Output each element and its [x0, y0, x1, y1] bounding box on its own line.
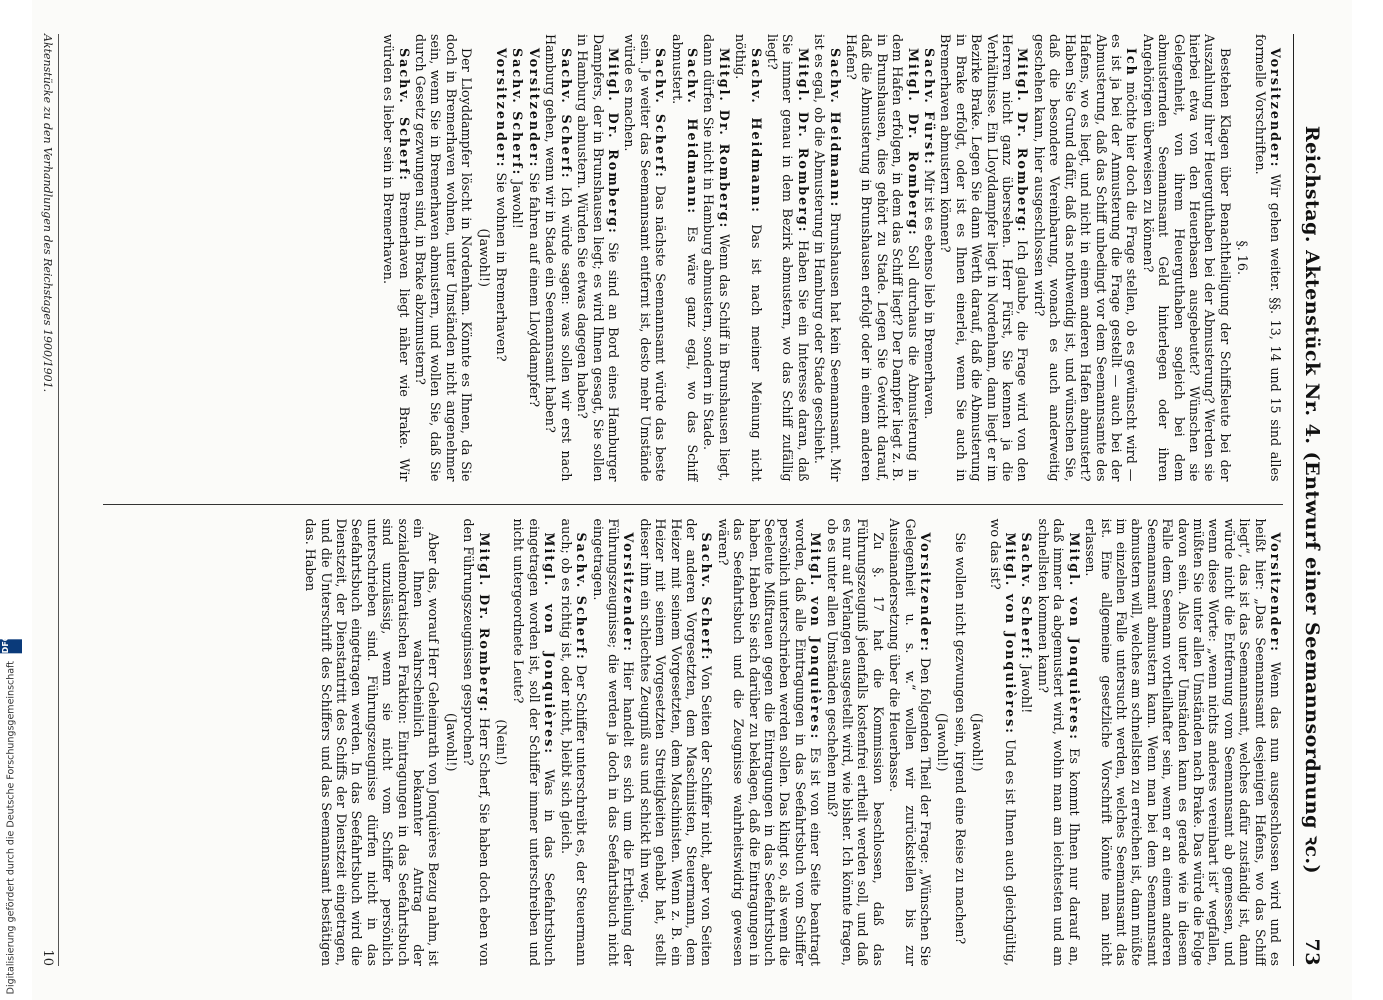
paragraph-text: Aber das, worauf Herr Geheimrath von Jonquières Bezug nahm, ist ein Ihnen wahrscheinlich bekannter Antrag der sozialdemokratischen Fraktion: Eintragungen in das Seefahrtsbuch sind unzulässig, wenn sie nicht vom Schiffer persönlich unterschrieben sind. Führungszeugnisse dürfen nicht in das Seefahrtsbuch eingetragen werden. In das Seefahrtsbuch wird die Dienstzeit, der Dienstantritt des Schiffs der Dienstzeit eingetragen, und die Unterschrift des Schiffers und das Seemannsamt bestätigen das. Haben	[302, 518, 441, 966]
paragraph	[590, 519, 636, 967]
page-title: Reichstag. Aktenstück Nr. 4. (Entwurf einer Seemannsordnung ꝛc.)	[1300, 125, 1323, 875]
paragraph-text: Brunshausen hat kein Seemannsamt. Mir ist es egal, ob die Abmusterung in Hamburg oder Stade geschieht.	[811, 34, 843, 482]
speaker-name: Mitgl. von Jonquières:	[807, 532, 823, 741]
paragraph	[511, 519, 557, 967]
speaker-name: Ich	[1123, 48, 1139, 77]
speaker-name: Mitgl. von Jonquières:	[1066, 532, 1082, 741]
paragraph	[824, 519, 886, 967]
paragraph-text: Wenn das Schiff in Brunshausen liegt, dann dürfen Sie nicht in Hamburg abmustern, sondern in Stade.	[700, 34, 732, 482]
paragraph	[921, 34, 936, 482]
paragraph-text: Hier handelt es sich um die Ertheilung der Führungszeugnisse; die werden ja doch in das Seefahrtsbuch nicht eingetragen.	[590, 518, 636, 966]
paragraph-text: Der Lloyddampfer löscht in Nordenham. Könnte es Ihnen, da Sie doch in Bremerhaven wohnen, unter Umständen nicht angenehmer sein, wenn Sie in Bremerhaven abmustern, und wollen Sie, daß Sie durch Gesetz gezwungen sind, in Brake abzumustern?	[412, 34, 474, 482]
page-number: 73	[1300, 938, 1323, 966]
paragraph	[1019, 519, 1034, 967]
paragraph	[811, 34, 842, 482]
paragraph-text: Es wäre ganz egal, wo das Schiff abmustert.	[669, 34, 700, 482]
paragraph	[1035, 519, 1081, 967]
speaker-name: Mitgl. von Jonquières:	[541, 532, 557, 755]
paragraph-text: (Jawohl!)	[934, 713, 950, 772]
speaker-name: Vorsitzender:	[620, 532, 636, 653]
paragraph-text: (Nein!)	[493, 719, 509, 766]
paragraph	[732, 34, 763, 482]
paragraph-text: Ich glaube, die Frage wird von den Herren nicht ganz übersehen. Herr Fürst, Sie kennen ja die Verhältnisse. Ein Lloyddampfer liegt in Nordenham, dann liegt er im Bezirke Brake. Legen Sie dann Werth darauf, daß die Abmusterung in Brake erfolgt, oder ist es Ihnen einerlei, wenn Sie auch in Bremerhaven abmustern können?	[937, 34, 1030, 482]
page-footer	[40, 34, 59, 966]
paragraph	[526, 34, 541, 482]
paragraph	[669, 34, 700, 482]
speaker-name: Sachv. Scherf:	[652, 48, 668, 179]
paragraph-text: Ich würde sagen: was sollen wir erst nach Hamburg gehen, wenn wir in Stade ein Seemannsamt haben?	[542, 34, 574, 482]
paragraph	[700, 34, 731, 482]
paragraph	[412, 34, 474, 482]
paragraph-text: Herr Scherf, Sie haben doch eben von den Führungszeugnissen gesprochen?	[460, 518, 492, 966]
paragraph-text: Das nächste Seemannsamt würde das beste sein. Je weiter das Seemannsamt entfernt ist, desto mehr Umstände würde es machen.	[621, 34, 668, 482]
paragraph	[764, 34, 810, 482]
paragraph	[886, 519, 932, 967]
speaker-name: Mitgl. Dr. Romberg:	[905, 48, 921, 237]
centered-line	[969, 519, 984, 967]
credit-text: Digitalisierung gefördert durch die Deutsche Forschungsgemeinschaft	[5, 660, 17, 994]
paragraph-text: Wir gehen weiter. §§. 13, 14 und 15 sind alles formelle Vorschriften.	[1252, 34, 1283, 482]
speaker-name: Vorsitzender:	[1267, 532, 1283, 653]
speaker-name: Sachv. Heidmann:	[684, 48, 700, 216]
paragraph-text: §. 16.	[1234, 240, 1250, 276]
text-columns	[103, 34, 1283, 966]
document-page	[32, 0, 1352, 1000]
page-header	[1293, 34, 1326, 966]
paragraph	[987, 519, 1018, 967]
speaker-name: Vorsitzender:	[493, 48, 509, 169]
paragraph-text: Den folgenden Theil der Frage: „Wünschen Sie Gelegenheit u. s. w.“ wollen wir zurückstellen bis zur Auseinandersetzung über die Heuerbasse.	[886, 518, 933, 966]
paragraph-text: Haben Sie ein Interesse daran, daß Sie immer genau in dem Bezirk abmustern, wo das Schiff zufällig liegt?	[764, 34, 811, 482]
speaker-name: Mitgl. Dr. Romberg:	[795, 48, 811, 234]
paragraph	[938, 34, 1030, 482]
paragraph	[1252, 34, 1283, 482]
paragraph-text: Sie wohnen in Bremerhaven?	[493, 172, 509, 362]
speaker-name: Mitgl. von Jonquières:	[1002, 532, 1018, 735]
paragraph	[1140, 34, 1232, 482]
paragraph-text: Jawohl!	[1019, 664, 1034, 714]
speaker-name: Sachv. Scherf:	[510, 48, 525, 177]
paragraph	[542, 34, 573, 482]
paragraph	[558, 519, 589, 967]
digitization-credit	[1, 634, 18, 994]
speaker-name: Sachv. Scherf:	[558, 48, 574, 180]
paragraph-text: Was in das Seefahrtsbuch eingetragen worden ist, soll der Schiffer immer unterschreiben und nicht untergeordnete Leute?	[511, 518, 557, 966]
speaker-name: Mitgl. Dr. Romberg:	[605, 48, 621, 235]
centered-line	[493, 519, 508, 967]
paragraph-text: Wenn das nun ausgeschlossen wird und es heißt hier: „Das Seemannsamt desjenigen Hafens, wo das Schiff liegt“, das ist das Seemannsamt, welches dafür zuständig ist, dann würde nicht die Entfernung vom Seemannsamt ab gemessen, und wenn diese Worte: „wenn nichts anderes vereinbart ist“ wegfallen, müßten Sie unter allen Umständen nach Brake. Das würde die Folge davon sein. Also unter Umständen kann es gerade wie in diesem Falle dem Seemann vortheilhafter sein, wenn er an einem anderen Seemannsamt abmustern kann. Wenn man bei dem Seemannsamt abmustern will, welches am schnellsten zu erreichen ist, dann müßte im einzelnen Falle untersucht werden, welches Seemannsamt das ist. Eine allgemeine gesetzliche Vorschrift könnte man nicht erlassen.	[1082, 518, 1283, 966]
paragraph-text: Bremerhaven liegt näher wie Brake. Wir würden es lieber sein in Bremerhaven.	[380, 34, 412, 482]
speaker-name: Mitgl. Dr. Romberg:	[1015, 48, 1030, 234]
speaker-name: Sachv. Heidmann:	[748, 48, 764, 214]
paragraph-text: (Jawohl!)	[969, 713, 985, 772]
paragraph-text: Jawohl!	[510, 180, 525, 229]
speaker-name: Vorsitzender:	[526, 48, 542, 169]
dfg-logo-icon: DFG	[0, 639, 22, 653]
footer-sheet-number: 10	[39, 949, 55, 966]
speaker-name: Mitgl. Dr. Romberg:	[716, 48, 732, 230]
paragraph-text: Und es ist Ihnen auch gleichgültig, wo das ist?	[987, 518, 1018, 966]
paragraph	[843, 34, 920, 482]
speaker-name: Mitgl. Dr. Romberg:	[476, 532, 492, 714]
speaker-name: Vorsitzender:	[917, 532, 933, 653]
centered-line	[1234, 34, 1249, 482]
paragraph-text: Der Schiffer unterschreibt es, der Steuermann auch; ob es richtig ist, oder nicht, bleibt sich gleich.	[558, 518, 589, 966]
left-column	[103, 34, 1283, 482]
paragraph	[715, 519, 823, 967]
paragraph	[952, 519, 967, 967]
paragraph-text: Von Seiten der Schiffer nicht, aber von Seiten der anderen Vorgesetzten, dem Maschinisten, Steuermann, dem Heizer mit seinem Vorgesetzten, dem Maschinisten. Wenn z. B. ein Heizer mit seinem Vorgesetzten Streitigkeiten gehabt hat, stellt dieser ihm ein schlechtes Zeugniß aus und schickt ihn weg.	[637, 518, 714, 966]
footer-source: Aktenstücke zu den Verhandlungen des Reichstages 1900/1901.	[40, 34, 54, 393]
centered-line	[935, 519, 950, 967]
paragraph	[637, 519, 714, 967]
paragraph-text: Sie fahren auf einem Lloyddampfer?	[526, 172, 542, 408]
paragraph-text: Zu §. 17 hat die Kommission beschlossen, daß das Führungszeugniß jedenfalls kostenfrei ertheilt werden soll, und daß es nur auf Verlangen ausgestellt wird, wie bisher. Ich könnte fragen, ob es unter allen Umständen geschehen muß?	[824, 518, 886, 966]
centered-line	[443, 519, 458, 967]
paragraph-text: (Jawohl!)	[443, 713, 459, 772]
centered-line	[476, 34, 491, 482]
paragraph-text: Mir ist es ebenso lieb in Bremerhaven.	[921, 169, 937, 420]
paragraph	[510, 34, 525, 482]
paragraph-text: Das ist nach meiner Meinung nicht nöthig.	[732, 34, 764, 482]
speaker-name: Sachv. Scherf:	[573, 532, 589, 661]
paragraph-text: Es kommt Ihnen nur darauf an, daß immer da abgemustert wird, wohin man am leichtesten und am schnellsten kommen kann?	[1035, 518, 1082, 966]
paragraph-text: Soll durchaus die Abmusterung in dem Hafen erfolgen, in dem das Schiff liegt? Der Dampfer liegt z. B. in Brunshausen, dies gehört zu Stade. Legen Sie Gewicht darauf, daß die Abmusterung in Brunshausen erfolgt oder in einem anderen Hafen?	[843, 34, 921, 482]
right-column	[103, 504, 1283, 967]
speaker-name: Sachv. Scherf:	[396, 48, 412, 182]
speaker-name: Sachv. Fürst:	[921, 48, 937, 166]
paragraph-text: Es ist von einer Seite beantragt worden, daß alle Eintragungen in das Seefahrtsbuch vom Schiffer persönlich unterschrieben werden sollen. Das klingt so, als wenn die Seeleute Mißtrauen gegen die Eintragungen in das Seefahrtsbuch haben. Haben Sie sich darüber zu beklagen, daß die Eintragungen in das Seefahrtsbuch und die Zeugnisse wahrheitswidrig gewesen wären?	[715, 518, 823, 966]
speaker-name: Sachv. Scherf:	[1019, 532, 1034, 661]
paragraph-text: möchte hier doch die Frage stellen, ob es gewünscht wird — es ist ja bei der Anmusterung die Frage gestellt — auch bei der Abmusterung, daß das Schiff unbedingt vor dem Seemannsamte des Hafens, wo es liegt, und nicht in einem anderen Hafen abmustert? Haben Sie Grund dafür, daß das nothwendig ist, und wünschen Sie, daß die besondere Vereinbarung, wonach es auch anderweitig geschehen kann, hier ausgeschlossen wird?	[1031, 34, 1139, 482]
paragraph	[493, 34, 508, 482]
speaker-name: Sachv. Scherf:	[698, 532, 714, 662]
paragraph	[460, 519, 491, 967]
paragraph-text: Sie sind an Bord eines Hamburger Dampfers, der in Brunshausen liegt; es wird Ihnen gesagt, Sie sollen in Hamburg abmustern. Würden Sie etwas dagegen haben?	[574, 34, 621, 482]
speaker-name: Sachv. Heidmann:	[827, 48, 843, 209]
paragraph	[621, 34, 667, 482]
paragraph-text: Sie wollen nicht gezwungen sein, irgend eine Reise zu machen?	[952, 532, 968, 945]
paragraph	[1082, 519, 1282, 967]
paragraph	[1031, 34, 1139, 482]
paragraph	[574, 34, 620, 482]
speaker-name: Vorsitzender:	[1267, 48, 1283, 169]
paragraph	[302, 519, 441, 967]
paragraph	[380, 34, 411, 482]
paragraph-text: Bestehen Klagen über Benachtheiligung der Schiffsleute bei der Auszahlung ihrer Heuerguthaben bei der Abmusterung? Werden sie hierbei etwa von den Heuerbasen ausgebeutet? Wünschen sie Gelegenheit, von ihrem Heuerguthaben sogleich bei dem abmusternden Seemannsamt Geld hinterlegen oder ihren Angehörigen überweisen zu können?	[1140, 34, 1233, 482]
paragraph-text: (Jawohl!)	[476, 228, 492, 287]
